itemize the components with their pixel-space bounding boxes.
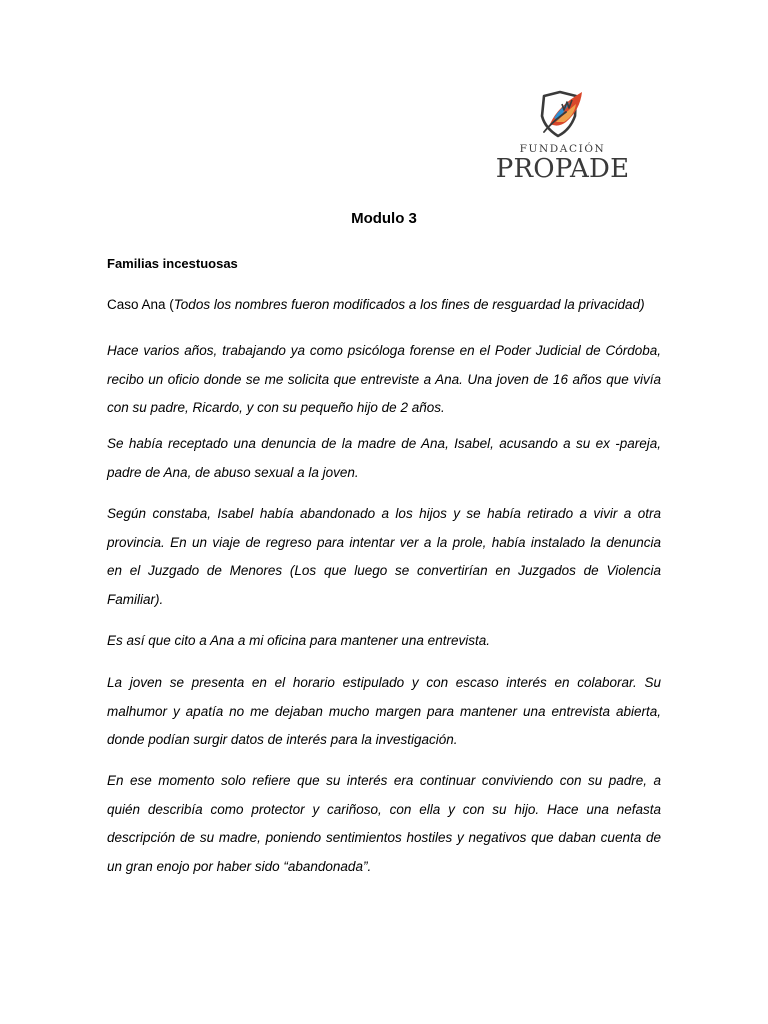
case-label: Caso Ana ( [107, 297, 174, 312]
paragraph-line: quién describía como protector y cariñoso, con ella y con su hijo. Hace una nefasta [107, 801, 661, 817]
logo-line-propade: PROPADE [495, 154, 630, 184]
paragraph-line: La joven se presenta en el horario estipulado y con escaso interés en colaborar. Su [107, 675, 661, 690]
logo-line-fundacion: FUNDACIÓN [519, 143, 606, 155]
paragraph-line: un gran enojo por haber sido “abandonada”. [107, 859, 372, 875]
paragraph-line: descripción de su madre, poniendo sentimientos hostiles y negativos que daban cuenta de [107, 830, 661, 846]
paragraph-line: malhumor y apatía no me dejaban mucho margen para mantener una entrevista abierta, [107, 703, 661, 719]
paragraph-line: Hace varios años, trabajando ya como psicóloga forense en el Poder Judicial de Córdoba, [107, 343, 661, 358]
case-privacy-note: Todos los nombres fueron modificados a los fines de resguardad la privacidad) [173, 297, 645, 312]
paragraph-3 [107, 500, 661, 615]
paragraph-line: provincia. En un viaje de regreso para intentar ver a la prole, había instalado la denuncia [107, 534, 661, 550]
paragraph-line: En ese momento solo refiere que su interés era continuar conviviendo con su padre, a [107, 773, 661, 788]
paragraph-5 [107, 669, 661, 755]
case-heading [107, 297, 645, 312]
paragraph-line: donde podían surgir datos de interés para la investigación. [107, 732, 458, 748]
paragraph-6 [107, 767, 661, 882]
paragraph-line: Según constaba, Isabel había abandonado a los hijos y se había retirado a vivir a otra [107, 506, 661, 521]
paragraph-line: padre de Ana, de abuso sexual a la joven. [107, 464, 359, 480]
paragraph-line: Familiar). [107, 592, 164, 608]
paragraph-line: en el Juzgado de Menores (Los que luego se convertirían en Juzgados de Violencia [107, 563, 661, 579]
feather-shield-icon [536, 88, 588, 140]
section-subtitle: Familias incestuosas [107, 256, 238, 271]
paragraph-line: recibo un oficio donde se me solicita que entreviste a Ana. Una joven de 16 años que vivía [107, 371, 661, 387]
fundacion-propade-logo [490, 86, 635, 188]
document-title: Modulo 3 [351, 210, 417, 227]
paragraph-line: Se había receptado una denuncia de la madre de Ana, Isabel, acusando a su ex -pareja, [107, 436, 661, 451]
paragraph-line: con su padre, Ricardo, y con su pequeño hijo de 2 años. [107, 400, 445, 416]
paragraph-1 [107, 337, 661, 423]
paragraph-line: Es así que cito a Ana a mi oficina para mantener una entrevista. [107, 633, 490, 648]
paragraph-2 [107, 430, 661, 487]
paragraph-4 [107, 627, 661, 656]
